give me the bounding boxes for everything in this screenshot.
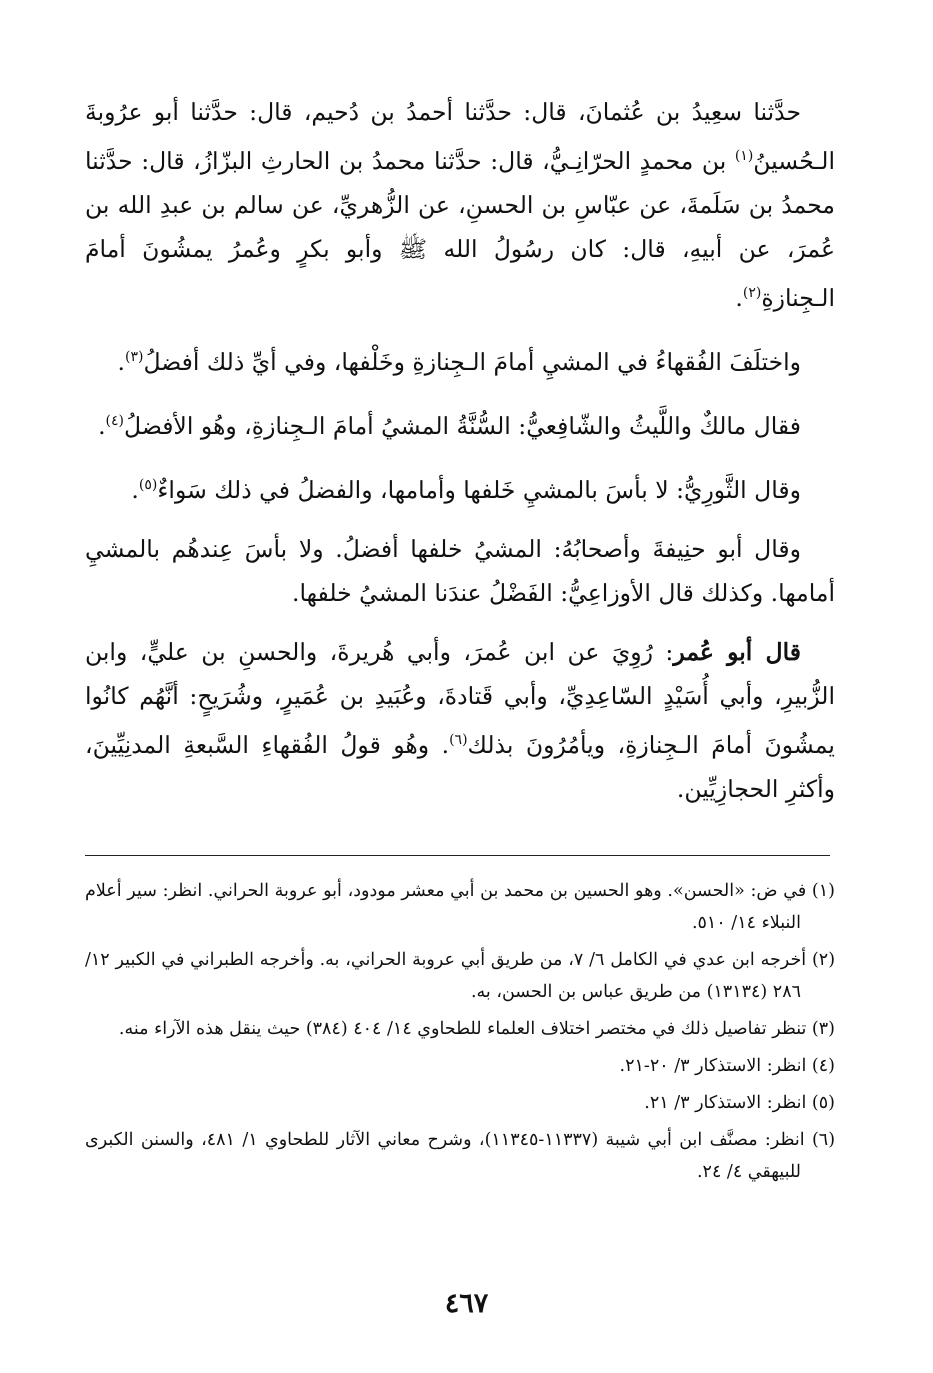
text-run: فقال مالكٌ واللَّيثُ والشّافِعيُّ: السُّنَّةُ المشيُ أمامَ الـجِنازةِ، وهُو الأفضلُ — [124, 412, 801, 440]
footnote-separator — [85, 855, 830, 856]
footnote: (٤) انظر: الاستذكار ٣/ ٢٠-٢١. — [619, 1056, 835, 1076]
footnote: (١) في ض: «الحسن». وهو الحسين بن محمد بن أبي معشر مودود، أبو عروبة الحراني. انظر: سير أعلام النبلاء ١٤/ ٥١٠. — [85, 881, 835, 933]
footnotes — [85, 875, 835, 1193]
footnote-ref: (٦) — [449, 732, 468, 748]
text-run: . — [98, 412, 106, 440]
page-number: ٤٦٧ — [444, 1288, 489, 1319]
text-run: : رُوِيَ عن ابن عُمرَ، وأبي هُريرةَ، والحسنِ بن عليٍّ، وابن الزُّبيرِ، وأبي أُسَيْدٍ السّاعِدِيِّ، وأبي قَتادةَ، وعُبَيدِ بن عُمَيرٍ، وشُرَيحٍ: أنَّهُم كانُوا يمشُونَ أمامَ الـجِنازةِ، ويأمُرُونَ بذلك — [85, 638, 835, 759]
speaker-label: قال أبو عُمر — [673, 638, 801, 666]
footnote-ref: (٤) — [105, 413, 125, 429]
paragraph — [85, 90, 835, 320]
paragraph — [85, 630, 835, 811]
footnote-ref: (١) — [734, 148, 754, 164]
text-run: وقال الثَّورِيُّ: لا بأسَ بالمشيِ خَلفها وأمامها، والفضلُ في ذلك سَواءٌ — [157, 476, 801, 504]
text-run: وقال أبو حنِيفةَ وأصحابُهُ: المشيُ خلفها أفضلُ. ولا بأسَ عِندهُم بالمشيِ أمامها. وكذلك قال الأوزاعِيُّ: الفَضْلُ عندَنا المشيُ خلفها. — [85, 535, 835, 607]
paragraph — [85, 463, 835, 512]
text-run: . — [735, 284, 743, 312]
paragraph — [85, 527, 835, 615]
text-run: واختلَفَ الفُقهاءُ في المشيِ أمامَ الـجِنازةِ وخَلْفها، وفي أيِّ ذلك أفضلُ — [143, 348, 801, 376]
text-run: . — [117, 348, 125, 376]
text-run: . وهُو قولُ الفُقهاءِ السَّبعةِ المدنِيِّينَ، وأكثرِ الحجازِيِّين. — [85, 731, 835, 803]
footnote: (٦) انظر: مصنَّف ابن أبي شيبة (١١٣٣٧-١١٣٤٥)، وشرح معاني الآثار للطحاوي ١/ ٤٨١، والسنن الكبرى للبيهقي ٤/ ٢٤. — [85, 1130, 836, 1182]
paragraph — [85, 335, 835, 384]
text-run: . — [131, 476, 139, 504]
paragraph — [85, 399, 835, 448]
footnote-ref: (٥) — [138, 477, 158, 493]
main-text — [85, 90, 835, 826]
text-run: بن محمدٍ الحرّانِـيُّ، قال: حدَّثنا محمدُ بن الحارثِ البزّازُ، قال: حدَّثنا محمدُ بن سَلَمةَ، عن عبّاسِ بن الحسنِ، عن الزُّهريِّ، عن سالم بن عبدِ الله بن عُمرَ، عن أبيهِ، قال: كان رسُولُ الله ﷺ وأبو بكرٍ وعُمرُ يمشُونَ أمامَ الـجِنازةِ — [85, 147, 835, 312]
footnote: (٥) انظر: الاستذكار ٣/ ٢١. — [644, 1093, 835, 1113]
footnote-ref: (٢) — [742, 285, 762, 301]
footnote: (٢) أخرجه ابن عدي في الكامل ٦/ ٧، من طريق أبي عروبة الحراني، به. وأخرجه الطبراني في الكبير ١٢/ ٢٨٦ (١٣١٣٤) من طريق عباس بن الحسن، به. — [85, 950, 836, 1002]
text-run: حدَّثنا سعِيدُ بن عُثمانَ، قال: حدَّثنا أحمدُ بن دُحيم، قال: حدَّثنا أبو عرُوبةَ الـحُسينُ — [85, 98, 835, 175]
footnote-ref: (٣) — [125, 349, 144, 365]
footnote: (٣) تنظر تفاصيل ذلك في مختصر اختلاف العلماء للطحاوي ١٤/ ٤٠٤ (٣٨٤) حيث ينقل هذه الآراء منه. — [118, 1019, 835, 1039]
